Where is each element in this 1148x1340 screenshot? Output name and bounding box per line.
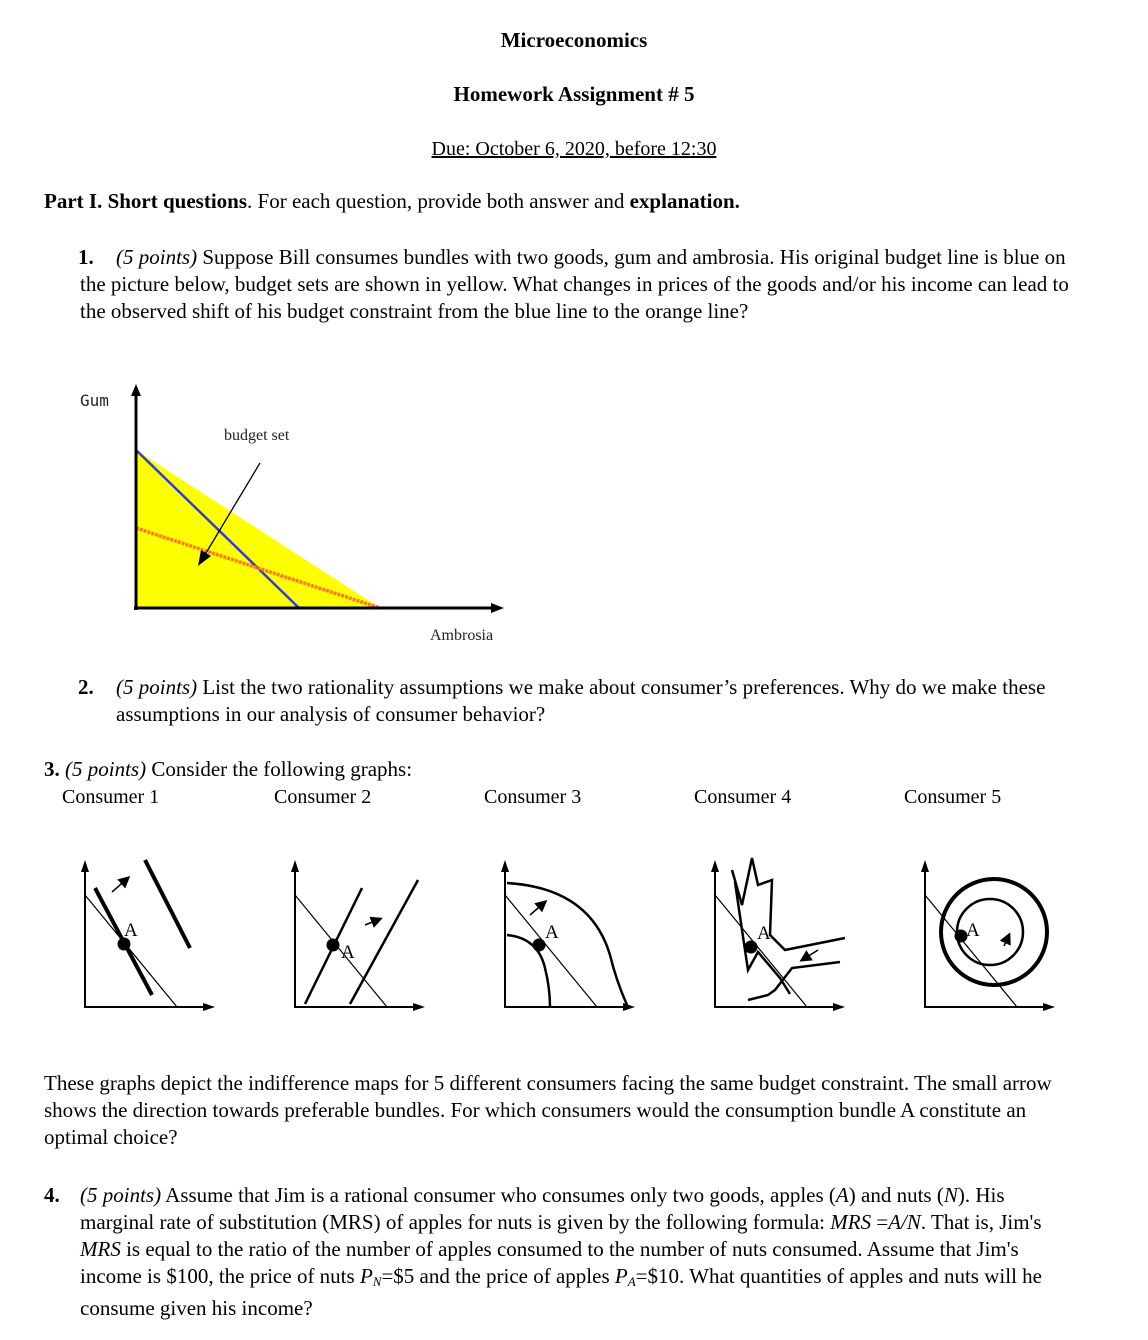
q1-number: 1.: [78, 245, 94, 269]
c2-indifference-curve-2: [350, 880, 418, 1004]
c2-y-arrow-icon: [291, 860, 299, 872]
x-axis-arrow-icon: [491, 603, 504, 613]
q4-text-1: Assume that Jim is a rational consumer who consumes only two goods, apples (: [165, 1183, 836, 1207]
c4-budget-line: [715, 895, 807, 1007]
q4-text-4: =: [871, 1210, 889, 1234]
x-axis-label: Ambrosia: [430, 627, 494, 644]
part1-instruction-bold: explanation.: [629, 189, 740, 213]
q4-points: (5 points): [80, 1183, 162, 1207]
q4-text-3: ). His marginal rate of substitution (MRS) of apples for nuts is given by the following formula:: [80, 1183, 1005, 1234]
c4-point-a: [745, 941, 758, 954]
graph-consumer-4: [711, 858, 845, 1011]
q4-text-5: . That is, Jim's: [920, 1210, 1042, 1234]
c5-point-a-label: A: [966, 920, 980, 941]
q4-text-8: =$10. What quantities of apples and nuts will he consume given his income?: [80, 1264, 1042, 1320]
q4-var-p-n: P: [359, 1264, 373, 1288]
c5-x-arrow-icon: [1043, 1003, 1055, 1011]
q1-text: Suppose Bill consumes bundles with two goods, gum and ambrosia. His original budget line is blue on the picture below, budget sets are shown in yellow. What changes in prices of the goods and/or his income can lead to the observed shift of his budget constraint from the blue line to the orange line?: [80, 245, 1069, 323]
q2-number: 2.: [78, 675, 94, 699]
q4-var-a: A: [835, 1183, 849, 1207]
q4-number: 4.: [44, 1183, 60, 1207]
q2-text: List the two rationality assumptions we make about consumer’s preferences. Why do we make these assumptions in our analysis of consumer behavior?: [116, 675, 1046, 726]
c3-point-a-label: A: [545, 922, 559, 943]
q4-text-2: ) and nuts (: [848, 1183, 944, 1207]
assignment-title: Homework Assignment # 5: [453, 82, 695, 106]
q3-intro: Consider the following graphs:: [151, 757, 413, 781]
consumer-1-label: Consumer 1: [62, 786, 160, 808]
q4-text-6: is equal to the ratio of the number of apples consumed to the number of nuts consumed. Assume that Jim's income is $100, the price of nuts: [80, 1237, 1019, 1288]
indifference-graphs: [0, 840, 1148, 1030]
c4-y-arrow-icon: [711, 860, 719, 872]
c4-x-arrow-icon: [833, 1003, 845, 1011]
budget-set-area: [136, 450, 380, 608]
part1-heading: [44, 189, 1124, 214]
y-axis-label: Gum: [80, 391, 109, 410]
c2-preference-arrow-icon: [365, 919, 380, 925]
c3-preference-arrow-icon: [530, 902, 545, 915]
question-1: [80, 244, 1090, 325]
c1-y-arrow-icon: [81, 860, 89, 872]
q4-sub-n: N: [372, 1274, 382, 1289]
due-date: Due: October 6, 2020, before 12:30: [431, 138, 717, 160]
c1-point-a-label: A: [124, 920, 138, 941]
c2-point-a: [327, 939, 340, 952]
course-title: Microeconomics: [500, 28, 648, 52]
budget-set-label: budget set: [224, 427, 290, 444]
c1-indifference-curve-2: [145, 860, 190, 948]
y-axis-arrow-icon: [131, 384, 141, 396]
c2-x-arrow-icon: [413, 1003, 425, 1011]
due-date-wrap: [0, 136, 1148, 161]
consumer-5-label: Consumer 5: [904, 786, 1002, 808]
q4-var-ratio: A/N: [888, 1210, 921, 1234]
question-2: [80, 674, 1090, 728]
graph-consumer-5: [921, 860, 1055, 1011]
consumer-4-label: Consumer 4: [694, 786, 792, 808]
graph-consumer-2: [291, 860, 425, 1011]
q2-points: (5 points): [116, 675, 198, 699]
q1-points: (5 points): [116, 245, 198, 269]
q4-var-mrs: MRS: [830, 1210, 872, 1234]
question-3-followup: These graphs depict the indifference maps for 5 different consumers facing the same budget constraint. The small arrow shows the direction towards preferable bundles. For which consumers would the consumption bundle A constitute an optimal choice?: [44, 1071, 1052, 1149]
consumer-2-label: Consumer 2: [274, 786, 372, 808]
graph-consumer-1: [81, 860, 215, 1011]
q4-text-7: =$5 and the price of apples: [381, 1264, 615, 1288]
q3-number: 3.: [44, 757, 60, 781]
c3-point-a: [533, 939, 546, 952]
c4-point-a-label: A: [757, 923, 771, 944]
part1-instruction: . For each question, provide both answer and: [247, 189, 630, 213]
part1-title: Part I. Short questions: [44, 189, 248, 213]
c1-budget-line: [85, 895, 177, 1007]
budget-figure: [70, 378, 540, 653]
q4-var-p-a: P: [614, 1264, 628, 1288]
c4-indifference-curve-3: [748, 962, 840, 1000]
q4-sub-a: A: [627, 1274, 636, 1289]
c3-y-arrow-icon: [501, 860, 509, 872]
q4-var-n: N: [943, 1183, 958, 1207]
c1-preference-arrow-icon: [112, 878, 128, 892]
c4-preference-arrow-icon: [802, 950, 818, 960]
question-4: [44, 1182, 1080, 1322]
graph-consumer-3: [501, 860, 635, 1011]
c1-x-arrow-icon: [203, 1003, 215, 1011]
c3-indifference-curve-2: [507, 883, 627, 1005]
q4-var-mrs-2: MRS: [80, 1237, 121, 1261]
c3-x-arrow-icon: [623, 1003, 635, 1011]
q3-points: (5 points): [65, 757, 147, 781]
consumer-3-label: Consumer 3: [484, 786, 582, 808]
c5-preference-arrow-icon: [1004, 935, 1009, 946]
c2-point-a-label: A: [341, 942, 355, 963]
c5-budget-line: [925, 895, 1017, 1007]
c5-y-arrow-icon: [921, 860, 929, 872]
question-3-intro: [44, 756, 944, 783]
